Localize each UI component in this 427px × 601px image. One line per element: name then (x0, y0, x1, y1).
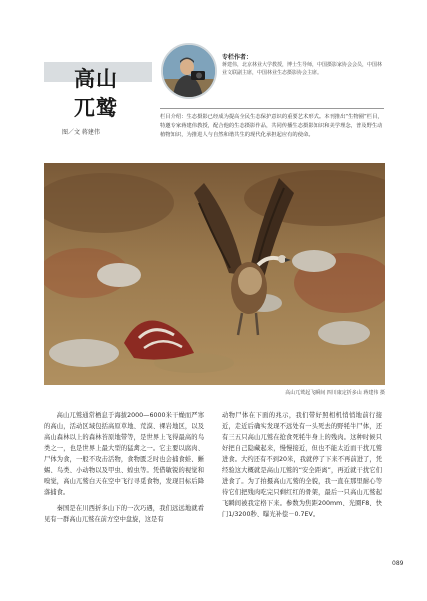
column-intro: 栏目介绍：生态摄影已经成为提高全民生态保护意识的重要艺术形式。本刊推出“生物圈”栏目，特邀专家蒋建伟教授，配合他的生态摄影作品，共同传播生态摄影知识和美学理念，普及野生动植物知识，为推进人与自然和谐共生的现代化承担起应有的使命。 (160, 114, 383, 138)
page-number: 089 (392, 560, 404, 567)
body-paragraph: 高山兀鹫通常栖息于海拔2000—6000米干燥而严寒的高山，活动区域包括高原草地、荒漠、裸岩地区，以及高山森林以上的森林苔原地带等，是世界上飞得最高的鸟类之一，也是世界上最大型的猛禽之一。它主要以腐肉、尸体为食，一般不攻击活物，食物匮乏时也会捕食蛙、蜥蜴、鸟类、小动物以及甲虫、蝗虫等。凭借敏锐的视觉和嗅觉，高山兀鹫白天在空中飞行寻觅食物，发现目标后降落捕食。 (44, 412, 204, 496)
intro-divider (160, 108, 384, 109)
author-photo-image (163, 45, 215, 97)
author-heading: 专栏作者： (222, 54, 253, 61)
article-title (74, 64, 144, 122)
byline: 图／文 蒋建伟 (62, 129, 100, 136)
body-paragraph: 秦国是在川西折多山下的一次巧遇，我们远远地就看见有一群高山兀鹫在前方空中盘旋，这是有 (44, 505, 204, 523)
body-column-left (44, 410, 204, 530)
body-column-right (222, 410, 382, 525)
author-photo (161, 43, 217, 99)
author-bio: 蒋建伟，北京林业大学教授，博士生导师，中国摄影家协会会员，中国林业文联副主席，中国林业生态摄影协会主席。 (222, 62, 383, 76)
photo-caption: 高山兀鹫起飞瞬间 四川康定折多山 蒋建伟 摄 (285, 390, 385, 396)
title-line-2: 兀鹫 (74, 95, 118, 120)
vulture-photo-image (44, 163, 385, 385)
title-line-1: 高山 (74, 66, 118, 91)
body-paragraph: 动物尸体在下面的兆示，我们带好照相机悄悄地前行接近，走近后确实发现不远处有一头死去的野牦牛尸体，还有三五只高山兀鹫在抢食死牦牛身上的残肉。这种时候只好把自己隐藏起来，慢慢接近，但也不能太近而干扰兀鹫进食。大约还有不到20米，我就停了下来不再前进了，凭经验这大概就是高山兀鹫的“安全距离”，再近就干扰它们进食了。为了拍摄高山兀鹫的全貌，我一直在那里耐心等待它们把残肉吃完只剩红红的骨架，最后一只高山兀鹫起飞瞬间被我定格下来。参数为焦距200mm、光圈F8、快门1/3200秒、曝光补偿－0.7EV。 (222, 412, 382, 518)
vulture-photo (44, 163, 385, 385)
